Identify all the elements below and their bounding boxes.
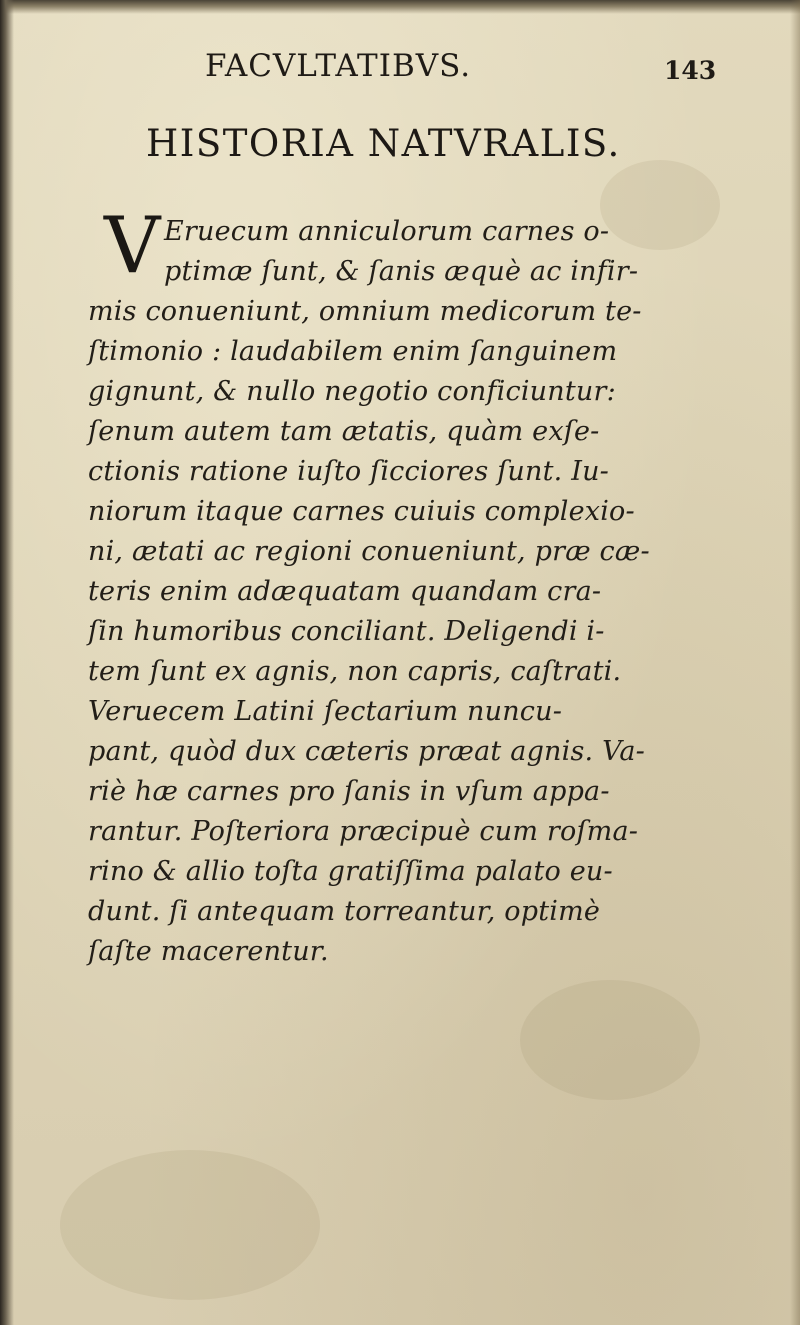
text-line: ni, ætati ac regioni conueniunt, præ cæ- (88, 536, 650, 567)
section-title: HISTORIA NATVRALIS. (146, 122, 621, 165)
running-head (0, 40, 800, 90)
text-line: teris enim adæquatam quandam cra- (88, 576, 602, 607)
text-line: ſaſte macerentur. (88, 936, 329, 967)
paper-stain (60, 1150, 320, 1300)
paper-stain (520, 980, 700, 1100)
drop-cap: V (104, 201, 161, 291)
text-line: ſtimonio : laudabilem enim ſanguinem (88, 336, 618, 367)
text-line: ptimæ ſunt, & ſanis æquè ac infir- (164, 256, 639, 287)
text-line: niorum itaque carnes cuiuis complexio- (88, 496, 635, 527)
paper-stain (600, 160, 720, 250)
text-line: ſin humoribus conciliant. Deligendi i- (88, 616, 605, 647)
text-line: gignunt, & nullo negotio conficiuntur: (88, 376, 616, 407)
text-line: Veruecem Latini ſectarium nuncu- (88, 696, 563, 727)
text-line: riè hæ carnes pro ſanis in vſum appa- (88, 776, 610, 807)
text-line: dunt. ſi antequam torreantur, optimè (88, 896, 601, 927)
binding-shadow (0, 0, 14, 1325)
page-top-shadow (0, 0, 800, 14)
page-right-shadow (790, 0, 800, 1325)
text-line: mis conueniunt, omnium medicorum te- (88, 296, 642, 327)
text-line: tem ſunt ex agnis, non capris, caſtrati. (88, 656, 622, 687)
text-line: rino & allio toſta gratiſſima palato eu- (88, 856, 613, 887)
text-line: ctionis ratione iuſto ſicciores ſunt. Iu- (88, 456, 609, 487)
page-number: 143 (664, 56, 717, 85)
running-title: FACVLTATIBVS. (205, 48, 472, 84)
text-line: rantur. Poſteriora præcipuè cum roſma- (88, 816, 639, 847)
text-line: ſenum autem tam ætatis, quàm exſe- (88, 416, 600, 447)
text-line: Eruecum anniculorum carnes o- (164, 216, 610, 247)
text-line: pant, quòd dux cæteris præat agnis. Va- (88, 736, 645, 767)
